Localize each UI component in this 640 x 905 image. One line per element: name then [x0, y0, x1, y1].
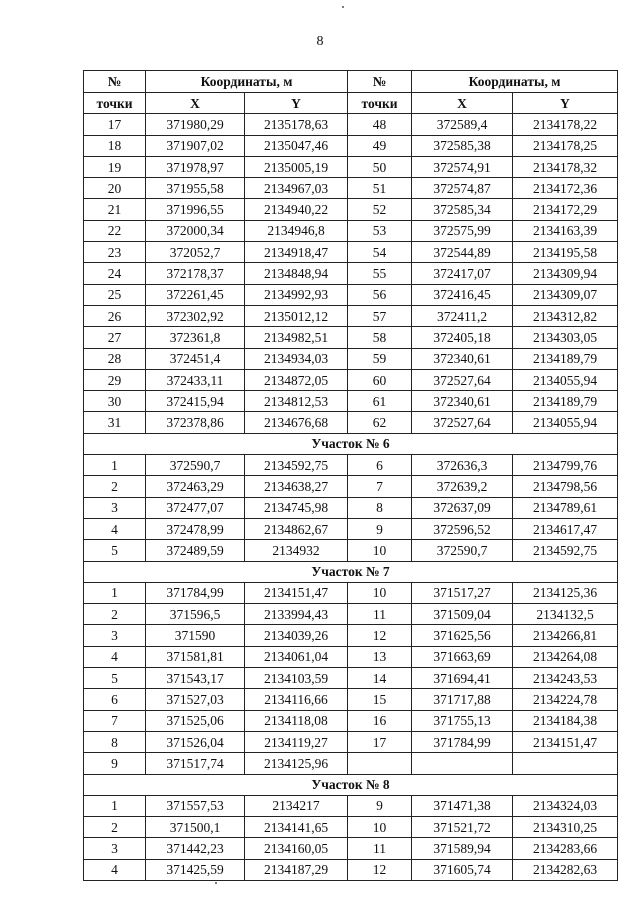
- table-row: [84, 838, 618, 859]
- table-row: [84, 540, 618, 561]
- y-coordinate-cell: 2134061,04: [245, 646, 348, 667]
- table-row: [84, 369, 618, 390]
- point-number-cell: 6: [84, 689, 146, 710]
- point-number-cell: 58: [348, 327, 412, 348]
- y-coordinate-cell: 2135005,19: [245, 156, 348, 177]
- y-coordinate-cell: 2134282,63: [513, 859, 618, 880]
- table-row: [84, 348, 618, 369]
- y-coordinate-cell: 2134940,22: [245, 199, 348, 220]
- table-row: [84, 178, 618, 199]
- point-number-cell: 61: [348, 391, 412, 412]
- scan-speck: [342, 6, 344, 8]
- point-number-cell: 18: [84, 135, 146, 156]
- x-coordinate-cell: 371521,72: [412, 817, 513, 838]
- point-number-cell: 4: [84, 859, 146, 880]
- point-number-cell: 4: [84, 518, 146, 539]
- table-row: [84, 497, 618, 518]
- table-row: [84, 305, 618, 326]
- y-coordinate-cell: 2134184,38: [513, 710, 618, 731]
- x-coordinate-cell: 371590: [146, 625, 245, 646]
- point-number-cell: 54: [348, 242, 412, 263]
- point-number-cell: 3: [84, 625, 146, 646]
- table-row: [84, 391, 618, 412]
- point-number-cell: 17: [348, 731, 412, 752]
- point-number-cell: 9: [84, 753, 146, 774]
- y-coordinate-cell: 2134172,29: [513, 199, 618, 220]
- point-number-cell: 25: [84, 284, 146, 305]
- table-row: [84, 242, 618, 263]
- y-coordinate-cell: 2134992,93: [245, 284, 348, 305]
- y-coordinate-cell: 2134946,8: [245, 220, 348, 241]
- point-number-cell: 21: [84, 199, 146, 220]
- coordinates-header: Координаты, м: [146, 71, 348, 93]
- x-header: X: [146, 93, 245, 114]
- y-coordinate-cell: 2134872,05: [245, 369, 348, 390]
- x-coordinate-cell: 371471,38: [412, 795, 513, 816]
- x-coordinate-cell: 372574,87: [412, 178, 513, 199]
- x-coordinate-cell: 371596,5: [146, 604, 245, 625]
- y-coordinate-cell: 2135012,12: [245, 305, 348, 326]
- point-number-cell: 8: [348, 497, 412, 518]
- x-coordinate-cell: 372405,18: [412, 327, 513, 348]
- x-coordinate-cell: 372417,07: [412, 263, 513, 284]
- y-coordinate-cell: [513, 753, 618, 774]
- scan-speck: [215, 882, 217, 884]
- point-number-cell: 12: [348, 625, 412, 646]
- table-row: [84, 455, 618, 476]
- point-number-cell: 11: [348, 838, 412, 859]
- x-coordinate-cell: 372302,92: [146, 305, 245, 326]
- y-coordinate-cell: 2134264,08: [513, 646, 618, 667]
- point-number-cell: 9: [348, 795, 412, 816]
- y-coordinate-cell: 2134178,22: [513, 114, 618, 135]
- point-number-cell: 17: [84, 114, 146, 135]
- y-coordinate-cell: 2134132,5: [513, 604, 618, 625]
- table-header: [84, 71, 618, 114]
- point-number-cell: 13: [348, 646, 412, 667]
- point-number-cell: 11: [348, 604, 412, 625]
- x-coordinate-cell: 371717,88: [412, 689, 513, 710]
- section-title: Участок № 8: [84, 774, 618, 795]
- point-number-cell: 50: [348, 156, 412, 177]
- y-coordinate-cell: 2134789,61: [513, 497, 618, 518]
- x-coordinate-cell: 372477,07: [146, 497, 245, 518]
- point-number-cell: 28: [84, 348, 146, 369]
- x-coordinate-cell: 372589,4: [412, 114, 513, 135]
- point-label-header: точки: [84, 93, 146, 114]
- point-number-cell: 10: [348, 582, 412, 603]
- y-coordinate-cell: 2134160,05: [245, 838, 348, 859]
- x-coordinate-cell: 371663,69: [412, 646, 513, 667]
- y-coordinate-cell: 2134309,07: [513, 284, 618, 305]
- point-number-header: №: [84, 71, 146, 93]
- point-number-cell: 29: [84, 369, 146, 390]
- point-number-cell: 20: [84, 178, 146, 199]
- table-row: [84, 327, 618, 348]
- x-coordinate-cell: 371605,74: [412, 859, 513, 880]
- point-number-cell: 7: [348, 476, 412, 497]
- y-coordinate-cell: 2134309,94: [513, 263, 618, 284]
- y-coordinate-cell: 2134934,03: [245, 348, 348, 369]
- x-coordinate-cell: 372527,64: [412, 369, 513, 390]
- y-coordinate-cell: 2134799,76: [513, 455, 618, 476]
- table-row: [84, 689, 618, 710]
- y-coordinate-cell: 2134745,98: [245, 497, 348, 518]
- point-number-cell: 51: [348, 178, 412, 199]
- point-number-cell: 59: [348, 348, 412, 369]
- x-coordinate-cell: 372415,94: [146, 391, 245, 412]
- x-coordinate-cell: 372590,7: [412, 540, 513, 561]
- y-coordinate-cell: 2134151,47: [513, 731, 618, 752]
- x-coordinate-cell: 371589,94: [412, 838, 513, 859]
- x-coordinate-cell: 371543,17: [146, 668, 245, 689]
- point-number-cell: 22: [84, 220, 146, 241]
- y-coordinate-cell: 2134592,75: [245, 455, 348, 476]
- y-coordinate-cell: 2134862,67: [245, 518, 348, 539]
- x-coordinate-cell: 371784,99: [146, 582, 245, 603]
- point-number-cell: 2: [84, 604, 146, 625]
- table-row: [84, 731, 618, 752]
- y-coordinate-cell: 2134848,94: [245, 263, 348, 284]
- x-coordinate-cell: 372637,09: [412, 497, 513, 518]
- y-coordinate-cell: 2134266,81: [513, 625, 618, 646]
- y-coordinate-cell: 2134617,47: [513, 518, 618, 539]
- x-coordinate-cell: 371978,97: [146, 156, 245, 177]
- point-number-cell: 52: [348, 199, 412, 220]
- table-row: [84, 604, 618, 625]
- section-title: Участок № 6: [84, 433, 618, 454]
- x-coordinate-cell: 371500,1: [146, 817, 245, 838]
- y-coordinate-cell: 2134116,66: [245, 689, 348, 710]
- x-coordinate-cell: 371996,55: [146, 199, 245, 220]
- y-coordinate-cell: 2134163,39: [513, 220, 618, 241]
- x-coordinate-cell: 372478,99: [146, 518, 245, 539]
- coordinates-header: Координаты, м: [412, 71, 618, 93]
- y-coordinate-cell: 2134039,26: [245, 625, 348, 646]
- y-coordinate-cell: 2134243,53: [513, 668, 618, 689]
- point-number-header: №: [348, 71, 412, 93]
- table-row: [84, 220, 618, 241]
- table-row: [84, 199, 618, 220]
- table-row: [84, 795, 618, 816]
- x-coordinate-cell: 372000,34: [146, 220, 245, 241]
- table-row: [84, 412, 618, 433]
- x-coordinate-cell: 372361,8: [146, 327, 245, 348]
- point-number-cell: 4: [84, 646, 146, 667]
- x-coordinate-cell: 372574,91: [412, 156, 513, 177]
- x-coordinate-cell: 371625,56: [412, 625, 513, 646]
- table-row: [84, 668, 618, 689]
- y-coordinate-cell: 2134812,53: [245, 391, 348, 412]
- point-number-cell: 1: [84, 582, 146, 603]
- x-coordinate-cell: 371980,29: [146, 114, 245, 135]
- table-row: [84, 518, 618, 539]
- x-coordinate-cell: 372544,89: [412, 242, 513, 263]
- x-coordinate-cell: 371442,23: [146, 838, 245, 859]
- y-coordinate-cell: 2134798,56: [513, 476, 618, 497]
- table-row: [84, 156, 618, 177]
- y-coordinate-cell: 2134178,25: [513, 135, 618, 156]
- y-coordinate-cell: 2134324,03: [513, 795, 618, 816]
- y-coordinate-cell: 2134638,27: [245, 476, 348, 497]
- point-number-cell: 16: [348, 710, 412, 731]
- x-coordinate-cell: 371509,04: [412, 604, 513, 625]
- x-coordinate-cell: 372585,38: [412, 135, 513, 156]
- point-number-cell: 3: [84, 838, 146, 859]
- y-header: Y: [513, 93, 618, 114]
- table-row: [84, 284, 618, 305]
- y-coordinate-cell: 2134189,79: [513, 348, 618, 369]
- y-coordinate-cell: 2134151,47: [245, 582, 348, 603]
- x-coordinate-cell: [412, 753, 513, 774]
- point-number-cell: 24: [84, 263, 146, 284]
- x-coordinate-cell: 371955,58: [146, 178, 245, 199]
- x-coordinate-cell: 371425,59: [146, 859, 245, 880]
- table-row: [84, 476, 618, 497]
- y-coordinate-cell: 2135047,46: [245, 135, 348, 156]
- table-row: [84, 753, 618, 774]
- y-coordinate-cell: 2134178,32: [513, 156, 618, 177]
- point-number-cell: 23: [84, 242, 146, 263]
- section-title: Участок № 7: [84, 561, 618, 582]
- point-number-cell: 27: [84, 327, 146, 348]
- table-row: [84, 817, 618, 838]
- x-coordinate-cell: 372451,4: [146, 348, 245, 369]
- x-coordinate-cell: 372639,2: [412, 476, 513, 497]
- point-number-cell: 10: [348, 817, 412, 838]
- point-number-cell: 5: [84, 668, 146, 689]
- y-header: Y: [245, 93, 348, 114]
- y-coordinate-cell: 2134055,94: [513, 369, 618, 390]
- y-coordinate-cell: 2134172,36: [513, 178, 618, 199]
- point-number-cell: 15: [348, 689, 412, 710]
- x-coordinate-cell: 372416,45: [412, 284, 513, 305]
- x-coordinate-cell: 372340,61: [412, 391, 513, 412]
- x-coordinate-cell: 372590,7: [146, 455, 245, 476]
- y-coordinate-cell: 2134312,82: [513, 305, 618, 326]
- y-coordinate-cell: 2134967,03: [245, 178, 348, 199]
- point-number-cell: 2: [84, 476, 146, 497]
- x-coordinate-cell: 371525,06: [146, 710, 245, 731]
- section-title-row: [84, 433, 618, 454]
- point-number-cell: 12: [348, 859, 412, 880]
- x-coordinate-cell: 371755,13: [412, 710, 513, 731]
- y-coordinate-cell: 2134224,78: [513, 689, 618, 710]
- point-number-cell: 1: [84, 455, 146, 476]
- y-coordinate-cell: 2134125,96: [245, 753, 348, 774]
- point-number-cell: 60: [348, 369, 412, 390]
- y-coordinate-cell: 2134125,36: [513, 582, 618, 603]
- y-coordinate-cell: 2134103,59: [245, 668, 348, 689]
- x-coordinate-cell: 372340,61: [412, 348, 513, 369]
- y-coordinate-cell: 2135178,63: [245, 114, 348, 135]
- y-coordinate-cell: 2134303,05: [513, 327, 618, 348]
- y-coordinate-cell: 2134195,58: [513, 242, 618, 263]
- x-coordinate-cell: 371517,27: [412, 582, 513, 603]
- point-number-cell: 1: [84, 795, 146, 816]
- table-row: [84, 114, 618, 135]
- y-coordinate-cell: 2133994,43: [245, 604, 348, 625]
- point-number-cell: 57: [348, 305, 412, 326]
- point-number-cell: 56: [348, 284, 412, 305]
- y-coordinate-cell: 2134918,47: [245, 242, 348, 263]
- x-coordinate-cell: 372596,52: [412, 518, 513, 539]
- x-coordinate-cell: 372585,34: [412, 199, 513, 220]
- coordinates-table: [83, 70, 618, 881]
- point-number-cell: 6: [348, 455, 412, 476]
- x-coordinate-cell: 372575,99: [412, 220, 513, 241]
- table-row: [84, 859, 618, 880]
- point-number-cell: 7: [84, 710, 146, 731]
- point-number-cell: 30: [84, 391, 146, 412]
- point-number-cell: 9: [348, 518, 412, 539]
- point-number-cell: 49: [348, 135, 412, 156]
- x-coordinate-cell: 371907,02: [146, 135, 245, 156]
- x-coordinate-cell: 371526,04: [146, 731, 245, 752]
- x-coordinate-cell: 371557,53: [146, 795, 245, 816]
- x-coordinate-cell: 371517,74: [146, 753, 245, 774]
- x-coordinate-cell: 372378,86: [146, 412, 245, 433]
- table-row: [84, 135, 618, 156]
- point-number-cell: 2: [84, 817, 146, 838]
- table-row: [84, 263, 618, 284]
- point-number-cell: 3: [84, 497, 146, 518]
- point-number-cell: 8: [84, 731, 146, 752]
- point-number-cell: 55: [348, 263, 412, 284]
- y-coordinate-cell: 2134932: [245, 540, 348, 561]
- table-row: [84, 710, 618, 731]
- y-coordinate-cell: 2134592,75: [513, 540, 618, 561]
- y-coordinate-cell: 2134310,25: [513, 817, 618, 838]
- y-coordinate-cell: 2134283,66: [513, 838, 618, 859]
- point-number-cell: 10: [348, 540, 412, 561]
- point-number-cell: 48: [348, 114, 412, 135]
- x-coordinate-cell: 372527,64: [412, 412, 513, 433]
- point-number-cell: 62: [348, 412, 412, 433]
- x-coordinate-cell: 372411,2: [412, 305, 513, 326]
- x-coordinate-cell: 371527,03: [146, 689, 245, 710]
- x-coordinate-cell: 372636,3: [412, 455, 513, 476]
- point-number-cell: 14: [348, 668, 412, 689]
- y-coordinate-cell: 2134217: [245, 795, 348, 816]
- section-title-row: [84, 774, 618, 795]
- y-coordinate-cell: 2134119,27: [245, 731, 348, 752]
- x-header: X: [412, 93, 513, 114]
- x-coordinate-cell: 372489,59: [146, 540, 245, 561]
- table-row: [84, 582, 618, 603]
- table-body: [84, 114, 618, 881]
- x-coordinate-cell: 371694,41: [412, 668, 513, 689]
- point-number-cell: 19: [84, 156, 146, 177]
- table-row: [84, 625, 618, 646]
- x-coordinate-cell: 372052,7: [146, 242, 245, 263]
- x-coordinate-cell: 371581,81: [146, 646, 245, 667]
- y-coordinate-cell: 2134141,65: [245, 817, 348, 838]
- point-number-cell: 26: [84, 305, 146, 326]
- x-coordinate-cell: 372463,29: [146, 476, 245, 497]
- y-coordinate-cell: 2134676,68: [245, 412, 348, 433]
- y-coordinate-cell: 2134055,94: [513, 412, 618, 433]
- section-title-row: [84, 561, 618, 582]
- table-row: [84, 646, 618, 667]
- x-coordinate-cell: 372261,45: [146, 284, 245, 305]
- page-number: 8: [316, 34, 324, 49]
- x-coordinate-cell: 372433,11: [146, 369, 245, 390]
- point-number-cell: 31: [84, 412, 146, 433]
- x-coordinate-cell: 372178,37: [146, 263, 245, 284]
- x-coordinate-cell: 371784,99: [412, 731, 513, 752]
- y-coordinate-cell: 2134189,79: [513, 391, 618, 412]
- point-number-cell: [348, 753, 412, 774]
- point-number-cell: 5: [84, 540, 146, 561]
- y-coordinate-cell: 2134118,08: [245, 710, 348, 731]
- y-coordinate-cell: 2134982,51: [245, 327, 348, 348]
- point-number-cell: 53: [348, 220, 412, 241]
- y-coordinate-cell: 2134187,29: [245, 859, 348, 880]
- point-label-header: точки: [348, 93, 412, 114]
